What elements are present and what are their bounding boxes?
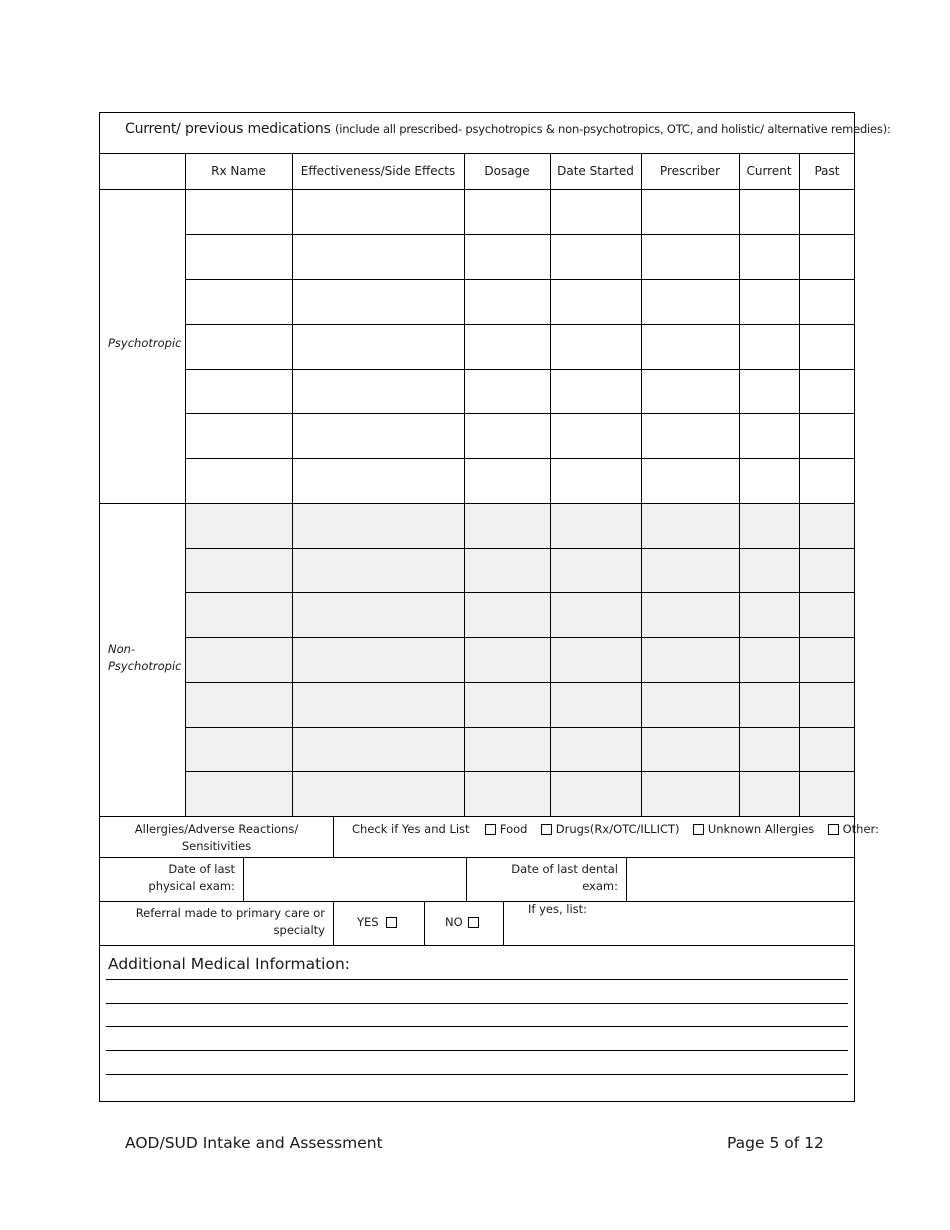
col-date-started: Date Started [557,164,634,178]
group-psychotropic: Psychotropic [108,336,182,350]
physical-exam-line1: Date of last [168,862,235,876]
footer-document-title: AOD/SUD Intake and Assessment [125,1134,383,1152]
medications-title [125,121,891,137]
additional-info-line[interactable] [106,979,848,980]
referral-yes-label: YES [357,915,379,929]
additional-info-line[interactable] [106,1074,848,1075]
referral-label-line1: Referral made to primary care or [135,906,325,920]
drugs-checkbox[interactable] [541,824,552,835]
dental-exam-date-field[interactable] [627,858,855,901]
referral-label [100,905,325,939]
col-rx-name: Rx Name [211,164,266,178]
additional-info-title: Additional Medical Information: [108,955,350,973]
additional-info-line[interactable] [106,1026,848,1027]
non-psychotropic-shading [185,503,854,816]
group-non-psychotropic [108,641,181,675]
dental-exam-line2: exam: [582,879,618,893]
referral-label-line2: specialty [273,923,325,937]
col-prescriber: Prescriber [659,164,721,178]
allergies-label [100,821,333,855]
referral-yes [357,914,401,931]
referral-yes-checkbox[interactable] [386,917,397,928]
medications-title-main: Current/ previous medications [125,121,331,137]
referral-no-checkbox[interactable] [468,917,479,928]
group-non-psychotropic-line1: Non- [108,642,136,656]
physical-exam-date-field[interactable] [244,858,466,901]
allergies-options [352,821,879,838]
dental-exam-line1: Date of last dental [511,862,618,876]
food-option: Food [499,822,528,836]
unknown-allergies-option: Unknown Allergies [707,822,815,836]
col-current: Current [746,164,792,178]
allergies-check-text: Check if Yes and List [352,822,470,836]
allergies-label-line2: Sensitivities [181,839,252,853]
referral-no-label: NO [445,915,463,929]
additional-info-line[interactable] [106,1003,848,1004]
referral-if-yes-label: If yes, list: [528,902,588,916]
col-dosage: Dosage [484,164,530,178]
medications-title-note: (include all prescribed- psychotropics & non-psychotropics, OTC, and holistic/ alternative remedies): [334,122,891,136]
col-effectiveness: Effectiveness/Side Effects [300,164,456,178]
referral-list-field[interactable] [504,919,854,945]
group-non-psychotropic-line2: Psychotropic [108,659,182,673]
physical-exam-line2: physical exam: [148,879,235,893]
additional-info-line[interactable] [106,1050,848,1051]
physical-exam-label [100,861,235,895]
other-option: Other: [842,822,879,836]
allergies-label-line1: Allergies/Adverse Reactions/ [134,822,299,836]
referral-no [445,914,483,931]
drugs-option: Drugs(Rx/OTC/ILLICT) [555,822,680,836]
food-checkbox[interactable] [485,824,496,835]
unknown-allergies-checkbox[interactable] [693,824,704,835]
col-past: Past [814,164,840,178]
dental-exam-label [466,861,618,895]
footer-page-number: Page 5 of 12 [727,1134,824,1152]
medical-form [99,112,891,1102]
other-checkbox[interactable] [828,824,839,835]
